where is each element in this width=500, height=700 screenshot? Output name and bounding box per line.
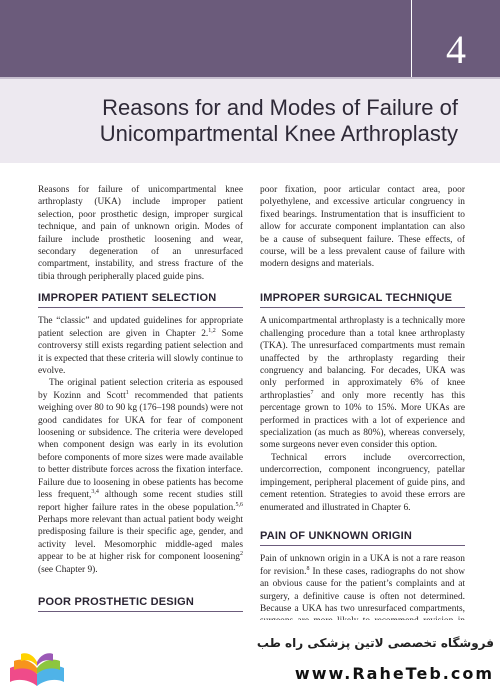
citation-ref: 2 [240,551,243,557]
chapter-title-line-1: Reasons for and Modes of Failure of [102,95,458,120]
citation-ref: 1 [125,389,129,396]
watermark-website: www.RaheTeb.com [294,664,494,683]
right-section-surgical-technique [260,292,465,514]
left-section-patient-selection [38,292,243,576]
heading-improper-surgical-technique: IMPROPER SURGICAL TECHNIQUE [260,292,465,308]
text-run: (see Chapter 9). [38,564,98,575]
left-intro-paragraph: Reasons for failure of unicompartmental knee arthroplasty (UKA) include improper patient selection, poor prosthetic design, improper surgical technique, and pain of unknown origin. Modes of failure include prosthetic loosening and wear, secondary degeneration of an unresurfaced compartment, instability, and stress fracture of the tibia through peripherally placed guide pins. [38,185,243,282]
text-run: and only more recently has this percentage grown to 10% to 15%. More UKAs are performed in practices with a lot of experience and specialization (as much as 80%), whereas conversely, some surgeons never even consider this option. [260,390,465,451]
text-run: although some recent studies still report higher failure rates in the obese population. [38,490,244,513]
right-intro-block [260,184,465,271]
text-run: The “classic” and updated guidelines for appropriate patient selection are given in Chapter 2. [38,316,243,339]
patient-selection-paragraph-2 [38,377,243,576]
text-run: A unicompartmental arthroplasty is a technically more challenging procedure than a total knee arthroplasty (TKA). The unresurfaced compartments must remain unaffected by the arthroplasty regarding their congruency and balancing. For decades, UKA was only performed in approximately 6% of knee arthroplasties [260,316,465,401]
chapter-title-line-2: Unicompartmental Knee Arthroplasty [99,121,458,146]
citation-ref: 3,4 [91,488,99,495]
text-run: In these cases, radiographs do not show an obvious cause for the patient’s complaints and at surgery, a definitive cause is often not determined. Because a UKA has two unresurfaced compartments, [260,566,465,615]
chapter-number-box [411,0,500,77]
surgical-technique-paragraph-2: Technical errors include overcorrection, undercorrection, component incongruency, patellar impingement, peripheral placement of guide pins, and cement retention. Strategies to avoid these errors are enumerated and illustrated in Chapter 6. [260,452,465,513]
text-run: recommended that patients weighing over 80 to 90 kg (176–198 pounds) were not good candidates for UKA for fear of component loosening or subsidence. The criteria were developed when component design was early in its evolution before components of more sizes were made available to better distribute forces across the fixation interface. Failure due to loosening in obese patients has become less frequent, [38,390,243,501]
surgical-technique-paragraph-1 [260,315,465,451]
citation-ref: 8 [306,565,310,572]
citation-ref: 7 [310,389,314,396]
right-intro-paragraph: poor fixation, poor articular contact area, poor polyethylene, and excessive articular congruency in fixed bearings. Instrumentation that is insufficient to allow for accurate component implantation can also be a cause of subsequent failure. These effects, of course, will be a less prevalent cause of failure with modern designs and materials. [260,185,465,270]
left-intro-block [38,184,243,283]
watermark-footer [0,620,500,700]
heading-poor-prosthetic-design: POOR PROSTHETIC DESIGN [38,596,243,612]
chapter-title [18,95,458,147]
text-run: Perhaps more relevant than actual patient body weight predisposing failure is their specific age, gender, and activity level. Mesomorphic middle-aged males appear to be at higher risk for component loosening [38,514,243,563]
text-run: The original patient selection criteria as espoused by Kozinn and Scott [38,378,243,401]
text-run: Some controversy still exists regarding patient selection and it is expected that these criteria will slowly continue to evolve. [38,328,243,377]
watermark-brand-name: فروشگاه تخصصی لاتین پزشکی راه طب [256,636,494,650]
patient-selection-paragraph-1 [38,315,243,377]
citation-ref: 5,6 [235,501,243,508]
chapter-number: 4 [446,27,466,72]
heading-improper-patient-selection: IMPROPER PATIENT SELECTION [38,292,243,308]
citation-ref: 1,2 [208,327,216,334]
book-logo-icon [4,630,70,692]
text-run: Pain of unknown origin in a UKA is not a rare reason for revision. [260,554,465,577]
heading-pain-of-unknown-origin: PAIN OF UNKNOWN ORIGIN [260,530,465,546]
